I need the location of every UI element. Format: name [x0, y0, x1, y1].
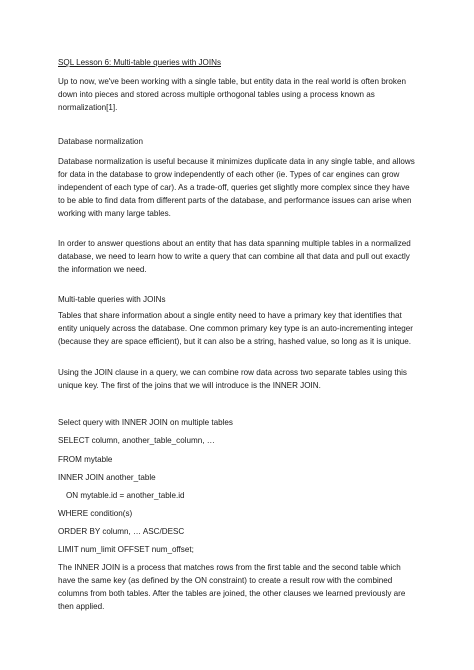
normalization-paragraph-1: Database normalization is useful because it minimizes duplicate data in any single table, and allows for data in the database to grow independently of each other (ie. Types of car engines can grow independent of each type of car). As a trade-off, queries get slightly more complex since they have to be able to find data from different parts of the database, and performance issues can arise when working with many large tables. — [58, 157, 415, 218]
intro-paragraph: Up to now, we've been working with a single table, but entity data in the real world is often broken down into pieces and stored across multiple orthogonal tables using a process known as normalization[1]. — [58, 77, 406, 112]
normalization-paragraph-2: In order to answer questions about an entity that has data spanning multiple tables in a normalized database, we need to learn how to write a query that can combine all that data and pull out exactly the information we need. — [58, 239, 411, 274]
joins-heading: Multi-table queries with JOINs — [58, 295, 166, 304]
joins-paragraph-2: Using the JOIN clause in a query, we can combine row data across two separate tables using this unique key. The first of the joins that we will introduce is the INNER JOIN. — [58, 368, 407, 390]
closing-paragraph: The INNER JOIN is a process that matches rows from the first table and the second table which have the same key (as defined by the ON constraint) to create a result row with the combined columns from both tables. After the tables are joined, the other clauses we learned previously are then applied. — [58, 563, 406, 611]
normalization-heading: Database normalization — [58, 137, 144, 146]
joins-paragraph-1: Tables that share information about a single entity need to have a primary key that identifies that entity uniquely across the database. One common primary key type is an auto-incrementing integer (because they are space efficient), but it can also be a string, hashed value, so long as it is unique. — [58, 311, 413, 346]
query-line: SELECT column, another_table_column, … — [58, 436, 215, 445]
query-line: LIMIT num_limit OFFSET num_offset; — [58, 545, 194, 554]
query-line: ON mytable.id = another_table.id — [66, 491, 185, 500]
query-line: INNER JOIN another_table — [58, 473, 156, 482]
query-line: WHERE condition(s) — [58, 509, 133, 518]
page-title: SQL Lesson 6: Multi-table queries with JOINs — [58, 58, 221, 67]
query-line: ORDER BY column, … ASC/DESC — [58, 527, 185, 536]
query-line: FROM mytable — [58, 455, 113, 464]
query-caption: Select query with INNER JOIN on multiple tables — [58, 418, 233, 427]
